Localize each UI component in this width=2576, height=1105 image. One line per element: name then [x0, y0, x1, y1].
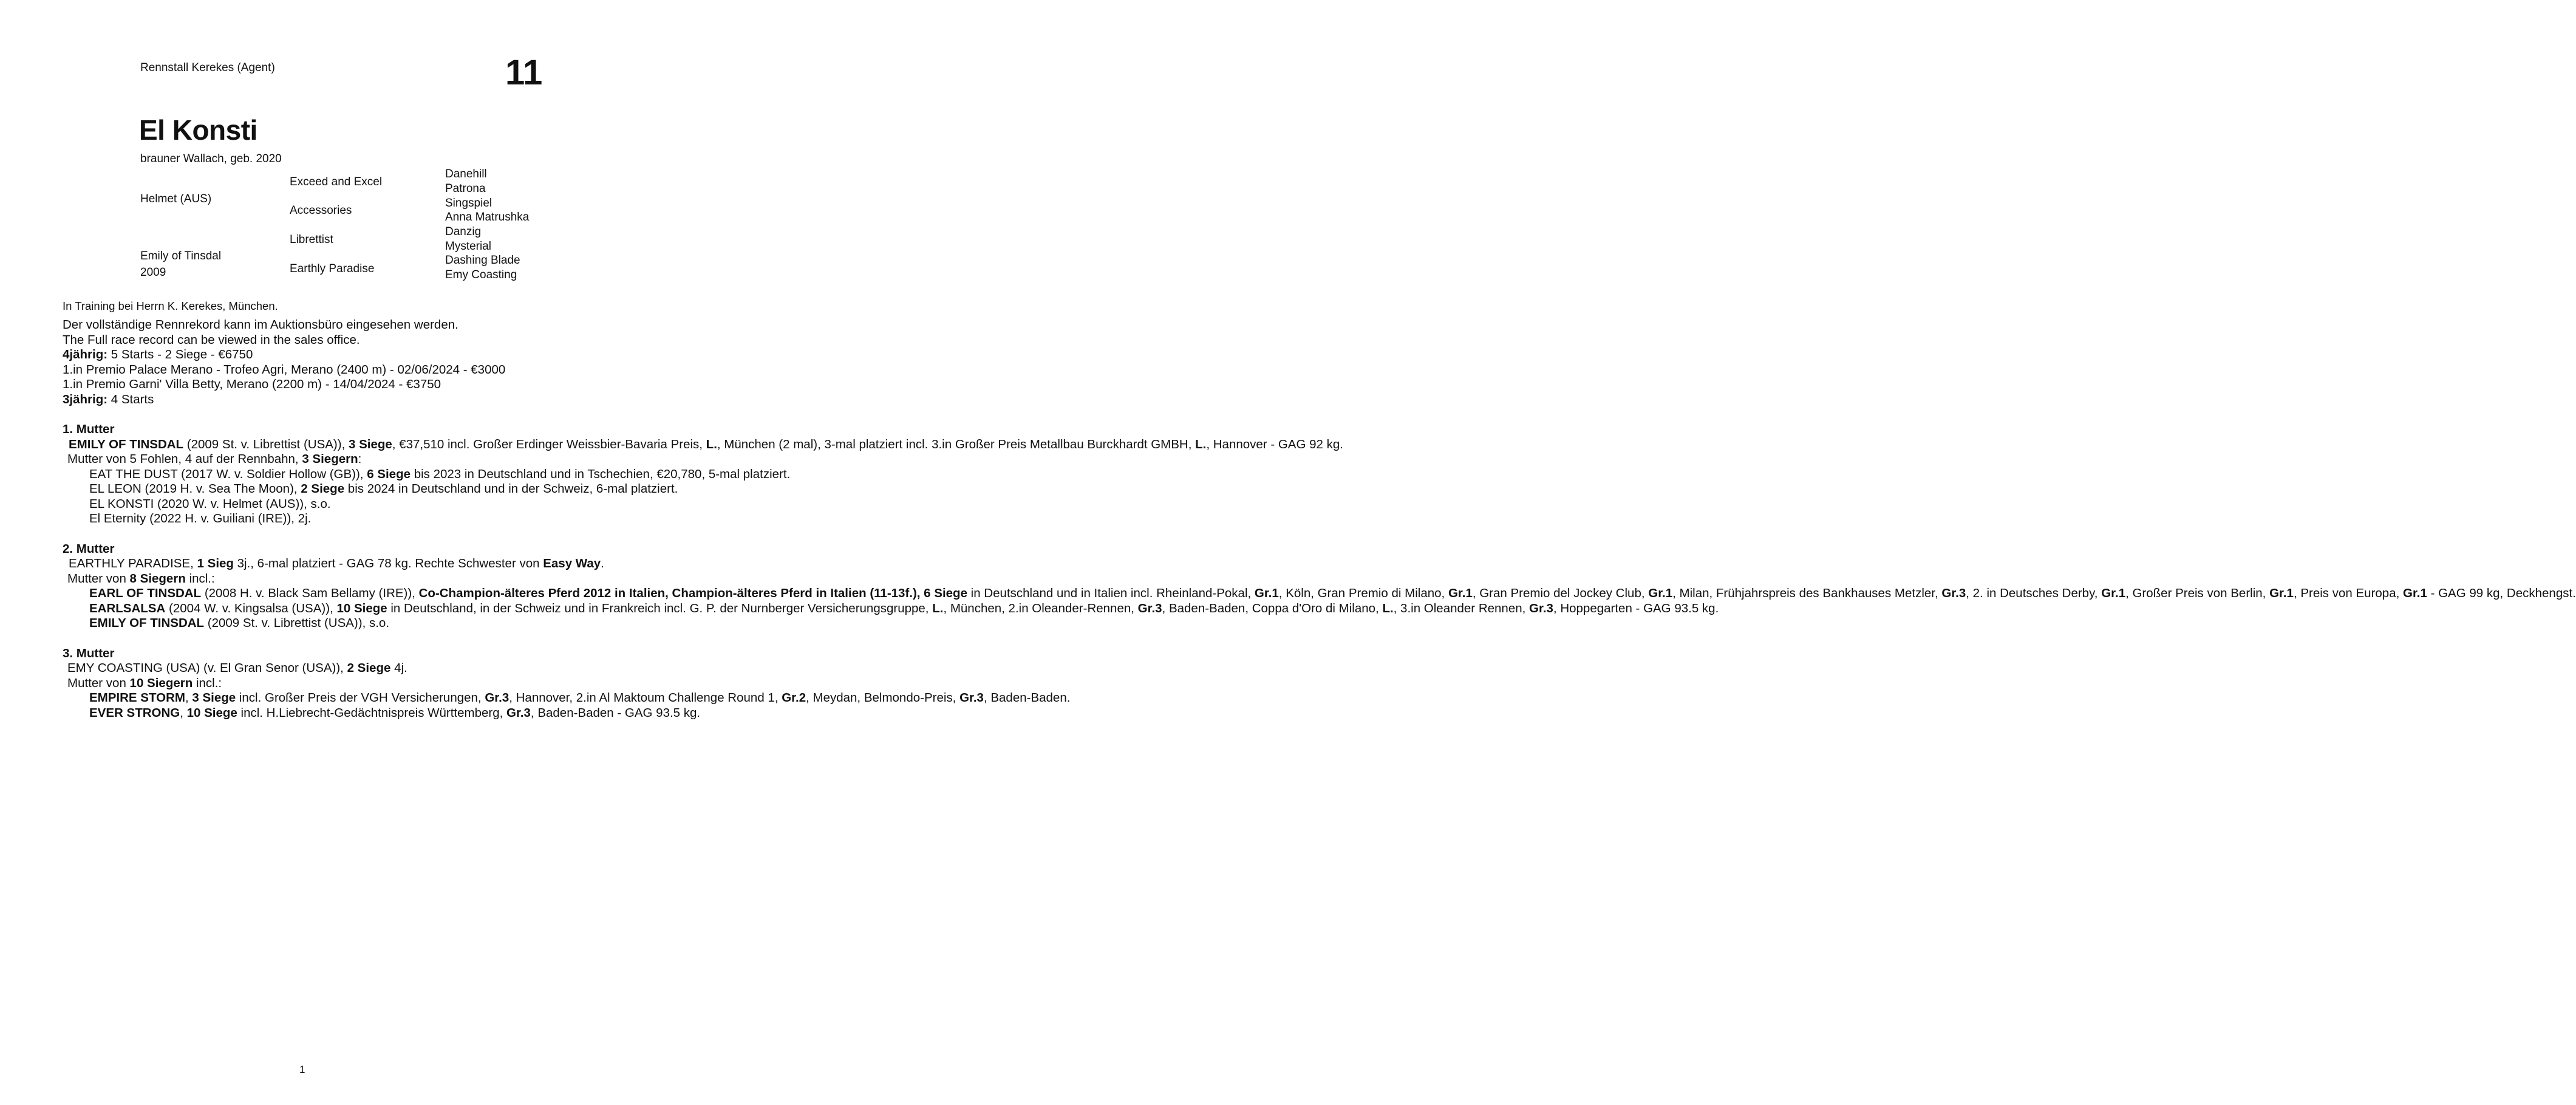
- dam3-foal: EVER STRONG, 10 Siege incl. H.Liebrecht-Gedächtnispreis Württemberg, Gr.3, Baden-Baden - GAG 93.5 kg.: [89, 705, 701, 720]
- record-age3: [63, 392, 545, 408]
- dam1-entry: EMILY OF TINSDAL (2009 St. v. Librettist (USA)), 3 Siege, €37,510 incl. Großer Erdinger Weissbier-Bavaria Preis, L., München (2 mal), 3-mal platziert incl. 3.in Großer Preis Metallbau Burckhardt GMBH, L., Hannover - GAG 92 kg.: [69, 437, 1343, 451]
- pedigree-great-grandparent: Singspiel: [445, 197, 492, 210]
- pedigree-sire: Helmet (AUS): [140, 193, 212, 205]
- pedigree-grandparent: Earthly Paradise: [290, 262, 375, 275]
- dam2-produce: Mutter von 8 Siegern incl.:: [67, 571, 215, 586]
- dam1-heading: 1. Mutter: [63, 422, 115, 436]
- record-age4-label: 4jährig:: [63, 347, 108, 361]
- dam3-foal: EMPIRE STORM, 3 Siege incl. Großer Preis der VGH Versicherungen, Gr.3, Hannover, 2.in Al Maktoum Challenge Round 1, Gr.2, Meydan, Belmondo-Preis, Gr.3, Baden-Baden.: [89, 691, 1071, 705]
- pedigree-great-grandparent: Patrona: [445, 182, 486, 195]
- pedigree-grandparent: Librettist: [290, 233, 333, 246]
- dam1-name: EMILY OF TINSDAL: [69, 437, 184, 451]
- dam2-name: EARTHLY PARADISE: [69, 556, 191, 570]
- pedigree-grandparent: Accessories: [290, 204, 352, 217]
- dam1-foal: EL LEON (2019 H. v. Sea The Moon), 2 Siege bis 2024 in Deutschland und in der Schweiz, 6-mal platziert.: [89, 482, 678, 496]
- pedigree-dam-year: 2009: [140, 266, 166, 279]
- dam1-produce: Mutter von 5 Fohlen, 4 auf der Rennbahn, 3 Siegern:: [67, 452, 362, 466]
- pedigree-great-grandparent: Dashing Blade: [445, 254, 520, 267]
- record-note-en: The Full race record can be viewed in the sales office.: [63, 332, 360, 347]
- dam2-entry: EARTHLY PARADISE, 1 Sieg 3j., 6-mal platziert - GAG 78 kg. Rechte Schwester von Easy Way.: [69, 556, 604, 570]
- pedigree-grandparent: Exceed and Excel: [290, 176, 383, 188]
- dam3-produce: Mutter von 10 Siegern incl.:: [67, 676, 222, 690]
- consignor: Rennstall Kerekes (Agent): [140, 61, 275, 74]
- dam2-foal: EARLSALSA (2004 W. v. Kingsalsa (USA)), 10 Siege in Deutschland, in der Schweiz und in Frankreich incl. G. P. der Nurnberger Versicherungsgruppe, L., München, 2.in Oleander-Rennen, Gr.3, Baden-Baden, Coppa d'Oro di Milano, L., 3.in Oleander Rennen, Gr.3, Hoppegarten - GAG 93.5 kg.: [89, 601, 1719, 615]
- record-age4: [63, 347, 545, 363]
- record-win: 1.in Premio Palace Merano - Trofeo Agri, Merano (2400 m) - 02/06/2024 - €3000: [63, 362, 506, 377]
- catalogue-body: [63, 318, 2576, 720]
- pedigree-dam: Emily of Tinsdal: [140, 250, 222, 262]
- page-number: 1: [299, 1064, 305, 1075]
- dam2-heading: 2. Mutter: [63, 541, 115, 556]
- horse-name: El Konsti: [139, 114, 257, 146]
- pedigree-great-grandparent: Mysterial: [445, 240, 492, 253]
- pedigree-great-grandparent: Danzig: [445, 225, 482, 238]
- pedigree-great-grandparent: Anna Matrushka: [445, 211, 530, 224]
- record-age3-text: 4 Starts: [107, 392, 154, 406]
- pedigree-great-grandparent: Emy Coasting: [445, 269, 517, 281]
- record-win: 1.in Premio Garni' Villa Betty, Merano (2200 m) - 14/04/2024 - €3750: [63, 377, 441, 391]
- record-age3-label: 3jährig:: [63, 392, 108, 406]
- training-note: In Training bei Herrn K. Kerekes, München.: [63, 299, 278, 312]
- horse-description: brauner Wallach, geb. 2020: [140, 152, 282, 165]
- dam3-entry: EMY COASTING (USA) (v. El Gran Senor (USA)), 2 Siege 4j.: [67, 661, 407, 675]
- record-note-de: Der vollständige Rennrekord kann im Auktionsbüro eingesehen werden.: [63, 318, 458, 332]
- dam2-foal: EARL OF TINSDAL (2008 H. v. Black Sam Bellamy (IRE)), Co-Champion-älteres Pferd 2012 in Italien, Champion-älteres Pferd in Italien (11-13f.), 6 Siege in Deutschland und in Italien incl. Rheinland-Pokal, Gr.1, Köln, Gran Premio di Milano, Gr.1, Gran Premio del Jockey Club, Gr.1, Milan, Frühjahrspreis des Bankhauses Metzler, Gr.3, 2. in Deutsches Derby, Gr.1, Großer Preis von Berlin, Gr.1, Preis von Europa, Gr.1 - GAG 99 kg, Deckhengst.: [89, 586, 2576, 600]
- record-age4-text: 5 Starts - 2 Siege - €6750: [107, 347, 253, 361]
- dam1-foal: EL KONSTI (2020 W. v. Helmet (AUS)), s.o.: [89, 496, 331, 511]
- dam1-foal: EAT THE DUST (2017 W. v. Soldier Hollow (GB)), 6 Siege bis 2023 in Deutschland und in Tschechien, €20,780, 5-mal platziert.: [89, 467, 791, 481]
- dam1-foal: El Eternity (2022 H. v. Guiliani (IRE)), 2j.: [89, 511, 312, 525]
- lot-number: 11: [505, 53, 543, 92]
- dam3-heading: 3. Mutter: [63, 646, 115, 660]
- pedigree-great-grandparent: Danehill: [445, 168, 487, 180]
- dam2-foal: EMILY OF TINSDAL (2009 St. v. Librettist (USA)), s.o.: [89, 616, 390, 630]
